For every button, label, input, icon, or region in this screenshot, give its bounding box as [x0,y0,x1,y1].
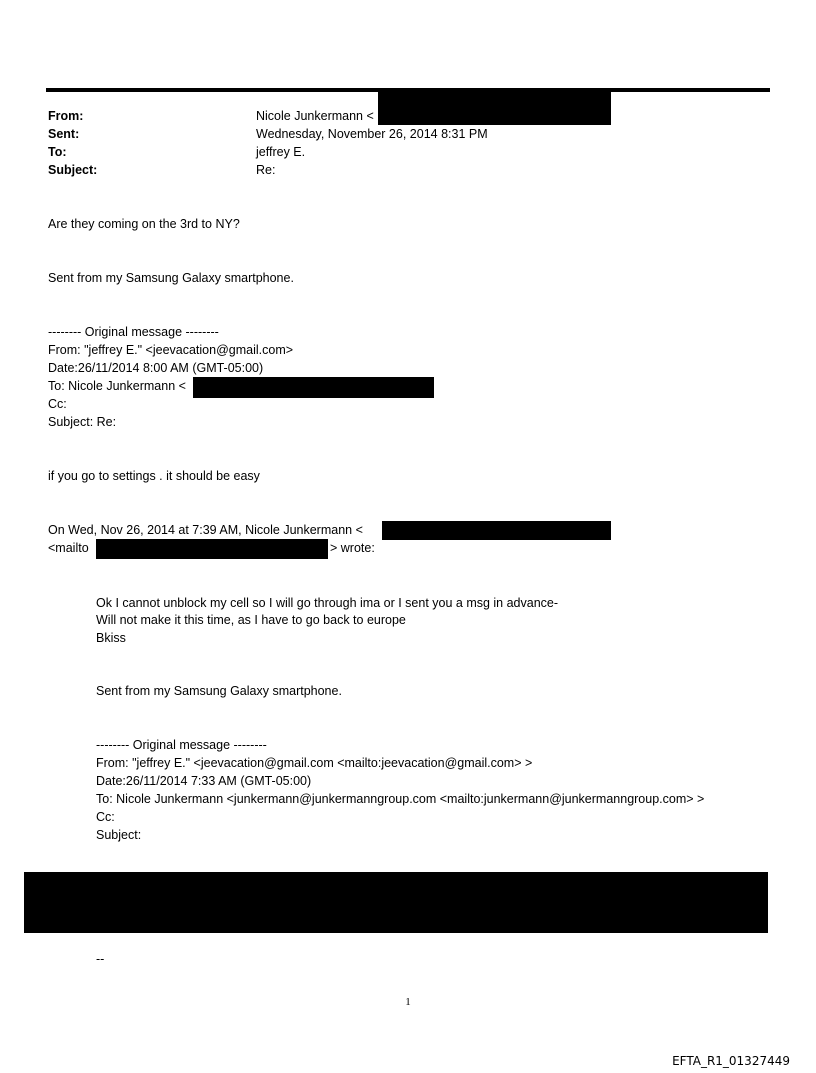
quoted-line-3: Bkiss [96,631,126,645]
quoted-original-marker: -------- Original message -------- [96,738,267,752]
signature-line: Sent from my Samsung Galaxy smartphone. [48,271,294,285]
original-subject-line: Subject: Re: [48,415,117,429]
wrote-line-2-end: > wrote: [330,541,375,555]
redaction-wrote-address [382,521,611,540]
quoted-to-line: To: Nicole Junkermann <junkermann@junkermanngroup.com <mailto:junkermann@junkermanngroup.com> > [96,792,705,806]
subject-value: Re: [256,163,276,177]
from-value: Nicole Junkermann < [256,109,374,123]
reply-line: Are they coming on the 3rd to NY? [48,217,240,231]
bates-number: EFTA_R1_01327449 [672,1054,790,1068]
settings-line: if you go to settings . it should be easy [48,469,260,483]
wrote-line-1: On Wed, Nov 26, 2014 at 7:39 AM, Nicole Junkermann < [48,523,363,537]
original-message-marker: -------- Original message -------- [48,325,219,339]
redaction-to-address [193,377,434,398]
quoted-line-1: Ok I cannot unblock my cell so I will go through ima or I sent you a msg in advance- [96,596,559,610]
quoted-signature: Sent from my Samsung Galaxy smartphone. [96,684,342,698]
quoted-cc-line: Cc: [96,810,115,824]
quoted-subject-line: Subject: [96,828,142,842]
sent-value: Wednesday, November 26, 2014 8:31 PM [256,127,488,141]
quoted-line-2: Will not make it this time, as I have to go back to europe [96,613,406,627]
from-label: From: [48,109,84,123]
redaction-block-large [24,872,768,933]
to-label: To: [48,145,67,159]
redaction-from-address [378,88,611,125]
to-value: jeffrey E. [256,145,306,159]
wrote-line-2-start: <mailto [48,541,89,555]
page-number: 1 [405,996,411,1008]
quoted-from-line: From: "jeffrey E." <jeevacation@gmail.com <mailto:jeevacation@gmail.com> > [96,756,533,770]
redaction-mailto-address [96,539,328,559]
subject-label: Subject: [48,163,98,177]
original-to-line: To: Nicole Junkermann < [48,379,186,393]
original-from-line: From: "jeffrey E." <jeevacation@gmail.com> [48,343,294,357]
original-cc-line: Cc: [48,397,67,411]
dash-line: -- [96,952,105,966]
original-date-line: Date:26/11/2014 8:00 AM (GMT-05:00) [48,361,264,375]
sent-label: Sent: [48,127,80,141]
quoted-date-line: Date:26/11/2014 7:33 AM (GMT-05:00) [96,774,312,788]
